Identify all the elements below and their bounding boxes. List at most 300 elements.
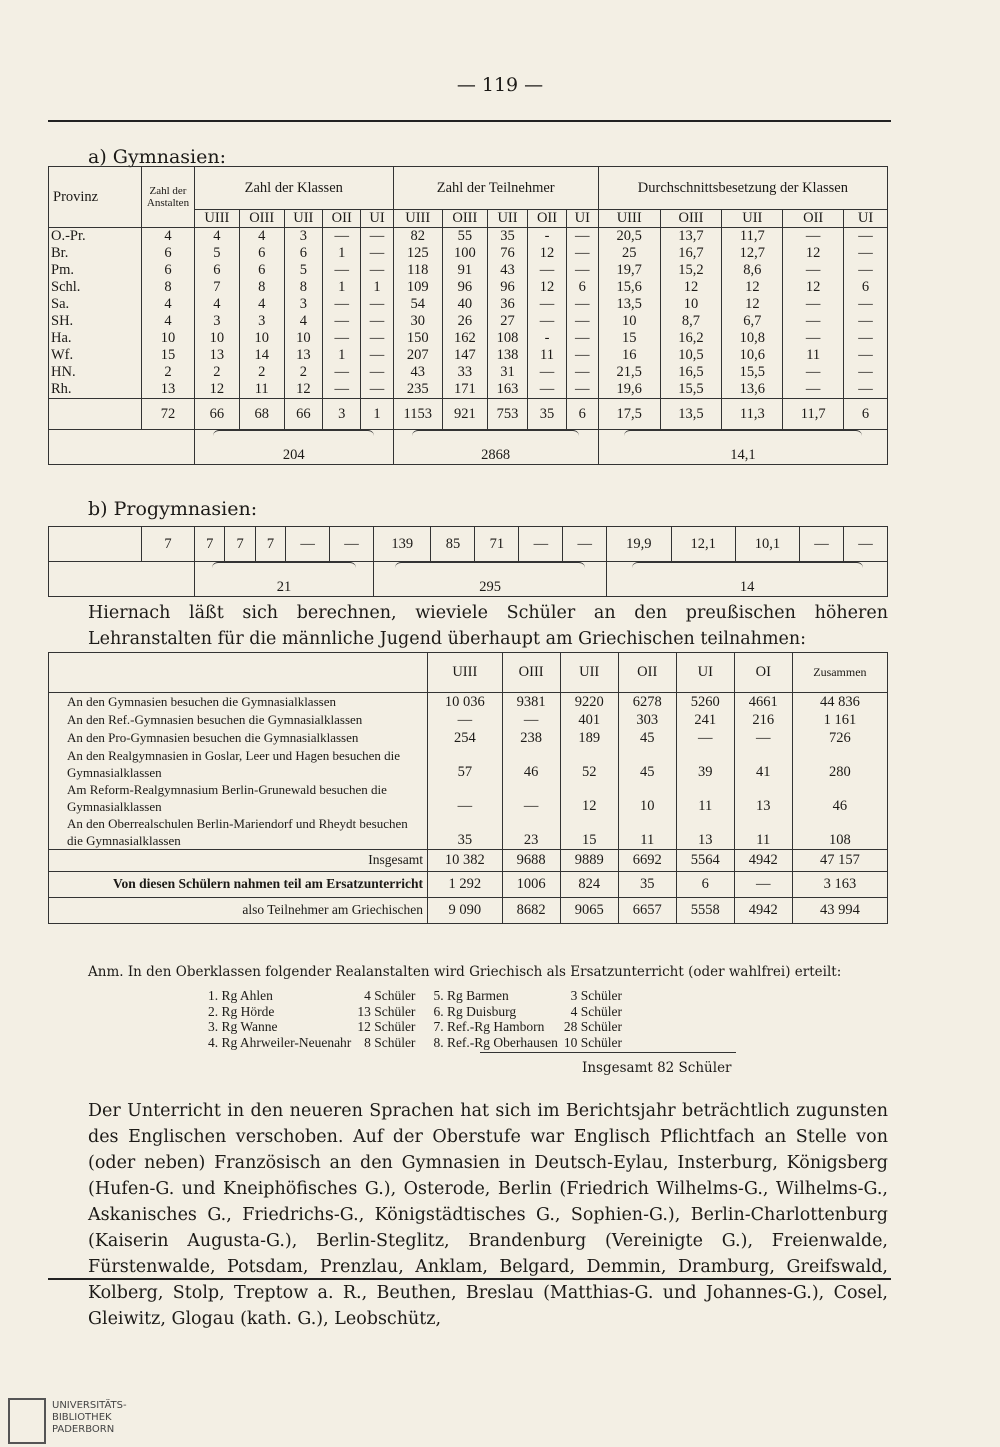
col-header: UI [361,210,393,228]
cell: 35 [487,228,528,246]
col-header: OII [783,210,844,228]
cell: 23 [502,815,560,850]
cell: 6 [142,262,195,279]
brace [624,430,862,437]
col-header: UIII [393,210,442,228]
cell: 3 [195,313,240,330]
cell: — [844,364,888,381]
cell: 824 [560,871,618,897]
brace [213,430,374,437]
cell: 15 [560,815,618,850]
cell: 15,5 [722,364,783,381]
cell: — [676,729,734,747]
teilnehmer-group-header: Zahl der Teilnehmer [393,167,598,210]
cell: 12 [783,245,844,262]
cell: 15 [598,330,660,347]
cell [49,527,142,562]
brace [395,562,586,569]
cell: 2 [284,364,322,381]
total-value: 204 [282,447,305,463]
provinz-cell: Sa. [49,296,142,313]
cell: 238 [502,729,560,747]
cell: 6 [676,871,734,897]
cell: 4942 [734,897,792,923]
cell: 8,7 [660,313,722,330]
cell: 118 [393,262,442,279]
cell: 6657 [618,897,676,923]
durchschnitt-group-header: Durchschnittsbesetzung der Klassen [598,167,887,210]
cell: 46 [792,781,887,815]
cell: — [844,262,888,279]
top-rule [48,120,891,122]
cell: 9220 [560,693,618,711]
page-number: — 119 — [456,74,544,96]
total-value: 14 [739,579,755,595]
cell: — [428,781,503,815]
cell: 3 [284,228,322,246]
cell: 6 [566,279,598,296]
total-value: 2868 [481,447,511,463]
cell: — [783,262,844,279]
footnote-sum-line [480,1052,736,1053]
total-klassen [195,430,394,465]
cell: — [323,296,361,313]
total-value: 21 [276,579,292,595]
cell: 163 [487,381,528,399]
cell: 13 Schüler [357,1003,416,1019]
insgesamt-row [49,849,888,871]
cell: 6 [195,262,240,279]
col-header: UII [560,653,618,693]
cell: — [844,313,888,330]
cell: 4 [195,228,240,246]
cell: 10 [660,296,722,313]
cell: 13 [142,381,195,399]
total-teilnehmer [374,562,607,597]
cell: 280 [792,747,887,781]
stamp-line: UNIVERSITÄTS- [52,1400,127,1411]
cell: 7 [142,527,195,562]
table-row [49,245,888,262]
cell: 11 [618,815,676,850]
cell: 15,2 [660,262,722,279]
klassen-group-header: Zahl der Klassen [195,167,394,210]
library-stamp [8,1398,158,1446]
table-row [49,747,888,781]
cell: 4 [142,228,195,246]
cell [49,430,195,465]
cell: 36 [487,296,528,313]
cell: 43 [487,262,528,279]
provinz-cell: Rh. [49,381,142,399]
cell: 216 [734,711,792,729]
cell: 138 [487,347,528,364]
col-header: OI [734,653,792,693]
provinz-cell: Ha. [49,330,142,347]
cell: 9688 [502,849,560,871]
cell: 921 [442,399,487,430]
cell: — [783,228,844,246]
cell: — [361,296,393,313]
cell: 7 [195,527,225,562]
cell: 109 [393,279,442,296]
cell: 4 [142,313,195,330]
col-header: Zusammen [792,653,887,693]
cell: 96 [487,279,528,296]
row-label: An den Gymnasien besuchen die Gymnasialklassen [49,693,428,711]
cell: — [566,330,598,347]
cell: 21,5 [598,364,660,381]
cell: 11,3 [722,399,783,430]
cell: 8 [239,279,284,296]
cell: — [502,711,560,729]
footnote-list [208,988,628,1050]
col-header: UI [676,653,734,693]
cell: 3. Rg Wanne [208,1019,278,1034]
col-header: UII [284,210,322,228]
cell: 4661 [734,693,792,711]
cell: — [783,364,844,381]
cell: 13,5 [598,296,660,313]
cell: — [566,262,598,279]
cell: 11,7 [722,228,783,246]
cell: 171 [442,381,487,399]
cell: 6 [844,399,888,430]
cell: 6692 [618,849,676,871]
cell: 12,7 [722,245,783,262]
cell: 76 [487,245,528,262]
cell: 2 [142,364,195,381]
cell: 1 [323,347,361,364]
cell: 66 [284,399,322,430]
col-header: UIII [195,210,240,228]
cell: 1 [323,279,361,296]
cell: 71 [475,527,519,562]
cell: 6 [239,245,284,262]
total-value: 295 [479,579,501,595]
table-row [49,279,888,296]
cell: 108 [792,815,887,850]
griechisch-table [48,652,888,924]
cell: 91 [442,262,487,279]
cell: — [783,296,844,313]
cell: 12 Schüler [357,1019,416,1034]
table-row [49,313,888,330]
cell: 6 [566,399,598,430]
cell: — [502,781,560,815]
cell: 16,5 [660,364,722,381]
cell: — [323,313,361,330]
provinz-cell: HN. [49,364,142,381]
brace [632,562,863,569]
cell: 4 [239,228,284,246]
total-row [49,562,888,597]
table-row [49,527,888,562]
total-row [49,430,888,465]
cell: 4 [284,313,322,330]
cell: 72 [142,399,195,430]
cell: — [844,381,888,399]
cell: 35 [528,399,566,430]
provinz-cell: Pm. [49,262,142,279]
cell: — [361,381,393,399]
gymnasien-table [48,166,888,465]
library-logo-icon [8,1398,46,1444]
cell: 303 [618,711,676,729]
table-row [49,781,888,815]
cell: 10 [142,330,195,347]
cell: — [566,296,598,313]
cell: 753 [487,399,528,430]
cell: 55 [442,228,487,246]
cell: 147 [442,347,487,364]
cell: — [323,330,361,347]
paragraph-sprachen: Der Unterricht in den neueren Sprachen hat sich im Berichtsjahr beträchtlich zugunsten des Englischen verschoben. Auf der Oberstufe war Englisch Pflichtfach an Stelle von (oder neben) Französisch an den Gymnasien in Deutsch-Eylau, Insterburg, Königsberg (Hufen-G. und Kneiphöfisches G.), Osterode, Berlin (Friedrich Wilhelms-G., Wilhelms-G., Askanisches G., Friedrichs-G., Königstädtisches G., Sophien-G.), Berlin-Charlottenburg (Kaiserin Augusta-G.), Berlin-Steglitz, Brandenburg (Vereinigte G.), Freienwalde, Fürstenwalde, Potsdam, Prenzlau, Anklam, Belgard, Demmin, Dramburg, Greifswald, Kolberg, Stolp, Treptow a. R., Beuthen, Breslau (Matthias-G. und Johannes-G.), Cosel, Gleiwitz, Glogau (kath. G.), Leobschütz, [88,1101,888,1329]
cell: 4 Schüler [364,988,416,1003]
heading-gymnasien: a) Gymnasien: [88,146,226,168]
cell: 7. Ref.-Rg Hamborn [433,1019,545,1034]
cell: — [844,245,888,262]
cell: 43 994 [792,897,887,923]
cell: 6 [142,245,195,262]
sum-row [49,399,888,430]
col-header: OII [323,210,361,228]
cell: 12 [722,296,783,313]
cell: 30 [393,313,442,330]
cell: — [783,313,844,330]
cell: — [361,262,393,279]
cell: 2. Rg Hörde [208,1003,275,1019]
cell: — [528,381,566,399]
cell: — [566,228,598,246]
cell: 3 163 [792,871,887,897]
cell: 28 Schüler [563,1019,623,1034]
cell: 19,9 [607,527,671,562]
cell: 35 [618,871,676,897]
cell: — [800,527,844,562]
header-row [49,653,888,693]
cell: 66 [195,399,240,430]
cell: 10,1 [735,527,799,562]
cell: 162 [442,330,487,347]
table-row [49,347,888,364]
cell: 11 [783,347,844,364]
cell: 15,6 [598,279,660,296]
cell: 7 [195,279,240,296]
cell: 68 [239,399,284,430]
row-label: An den Ref.-Gymnasien besuchen die Gymnasialklassen [49,711,428,729]
cell [49,562,195,597]
cell: 108 [487,330,528,347]
cell: — [844,347,888,364]
cell: 13 [195,347,240,364]
cell: — [286,527,330,562]
cell: — [361,228,393,246]
cell: 2 [195,364,240,381]
table-row [49,815,888,850]
cell: 4942 [734,849,792,871]
cell: 19,7 [598,262,660,279]
cell: 47 157 [792,849,887,871]
provinz-cell: Wf. [49,347,142,364]
cell: 8 [284,279,322,296]
cell: 12 [284,381,322,399]
cell: 5 [284,262,322,279]
cell: — [323,381,361,399]
col-header: OIII [442,210,487,228]
paragraph-intro: Hiernach läßt sich berechnen, wieviele Schüler an den preußischen höheren Lehranstalten für die männliche Jugend überhaupt am Griechischen teilnahmen: [88,603,888,649]
cell: 45 [618,729,676,747]
provinz-cell: O.-Pr. [49,228,142,246]
cell: 96 [442,279,487,296]
cell: - [528,330,566,347]
cell: — [844,296,888,313]
cell: 235 [393,381,442,399]
provinz-cell: SH. [49,313,142,330]
table-row [49,381,888,399]
cell: 54 [393,296,442,313]
cell: — [323,228,361,246]
cell: — [361,245,393,262]
table-row [49,364,888,381]
cell: 100 [442,245,487,262]
cell: 41 [734,747,792,781]
cell: 7 [255,527,285,562]
cell: 3 [239,313,284,330]
cell: — [528,262,566,279]
cell: 10,6 [722,347,783,364]
cell: — [330,527,374,562]
cell: — [566,313,598,330]
cell: 8682 [502,897,560,923]
cell: 8 [142,279,195,296]
cell: 12,1 [671,527,735,562]
cell: 57 [428,747,503,781]
total-durchschnitt [607,562,888,597]
cell: 10,8 [722,330,783,347]
cell: 19,6 [598,381,660,399]
cell: 207 [393,347,442,364]
cell: — [323,262,361,279]
cell: — [566,364,598,381]
cell: 10 [618,781,676,815]
cell: 39 [676,747,734,781]
cell: 27 [487,313,528,330]
provinz-header: Provinz [49,167,142,228]
cell: 12 [660,279,722,296]
cell: 4 [195,296,240,313]
table-row [49,330,888,347]
col-header: UIII [598,210,660,228]
heading-progymnasien: b) Progymnasien: [88,498,258,520]
cell: 16,2 [660,330,722,347]
row-label: An den Realgymnasien in Goslar, Leer und Hagen besuchen die Gymnasialklassen [49,747,428,781]
table-row [49,729,888,747]
stamp-line: PADERBORN [52,1424,115,1435]
bottom-rule [48,1278,891,1280]
cell: 12 [528,279,566,296]
stamp-line: BIBLIOTHEK [52,1412,112,1423]
cell: 15,5 [660,381,722,399]
col-header: OII [618,653,676,693]
cell: 10 036 [428,693,503,711]
list-item [208,1035,628,1051]
cell: 13,5 [660,399,722,430]
cell: 10 382 [428,849,503,871]
cell: 12 [195,381,240,399]
provinz-cell: Br. [49,245,142,262]
cell: 10 [284,330,322,347]
cell: 11 [239,381,284,399]
cell [49,653,428,693]
cell: 85 [431,527,475,562]
col-header: UII [722,210,783,228]
cell: — [844,330,888,347]
list-item [208,1019,628,1035]
cell: 25 [598,245,660,262]
cell: — [566,347,598,364]
cell: — [361,364,393,381]
cell: 13 [676,815,734,850]
cell: 4 [239,296,284,313]
teilnehmer-row [49,897,888,923]
cell: 12 [722,279,783,296]
cell: 241 [676,711,734,729]
brace [212,562,357,569]
cell: 43 [393,364,442,381]
cell: 4. Rg Ahrweiler-Neuenahr [208,1034,352,1050]
cell: 6278 [618,693,676,711]
cell: 14 [239,347,284,364]
cell: 1 [361,279,393,296]
cell: — [528,313,566,330]
brace [412,430,579,437]
row-label: Am Reform-Realgymnasium Berlin-Grunewald besuchen die Gymnasialklassen [49,781,428,815]
cell: 150 [393,330,442,347]
cell: — [734,729,792,747]
cell: — [566,381,598,399]
cell: 3 [323,399,361,430]
ersatz-row [49,871,888,897]
cell: 1. Rg Ahlen [208,988,273,1003]
cell: — [734,871,792,897]
library-stamp-text [52,1400,127,1436]
cell: 5260 [676,693,734,711]
cell: 7 [225,527,255,562]
anstalten-header: Zahl der Anstalten [142,167,195,228]
list-item [208,988,628,1004]
cell: 5558 [676,897,734,923]
cell: 33 [442,364,487,381]
cell: 189 [560,729,618,747]
total-teilnehmer [393,430,598,465]
cell: 17,5 [598,399,660,430]
footnote-total: Insgesamt 82 Schüler [582,1060,732,1076]
cell: — [566,245,598,262]
cell: 46 [502,747,560,781]
cell: 10 [598,313,660,330]
cell: 12 [783,279,844,296]
cell: 726 [792,729,887,747]
col-header: UIII [428,653,503,693]
cell: — [323,364,361,381]
cell: — [361,330,393,347]
total-klassen [195,562,374,597]
table-row [49,711,888,729]
cell: — [528,364,566,381]
cell: 6,7 [722,313,783,330]
cell: 16,7 [660,245,722,262]
